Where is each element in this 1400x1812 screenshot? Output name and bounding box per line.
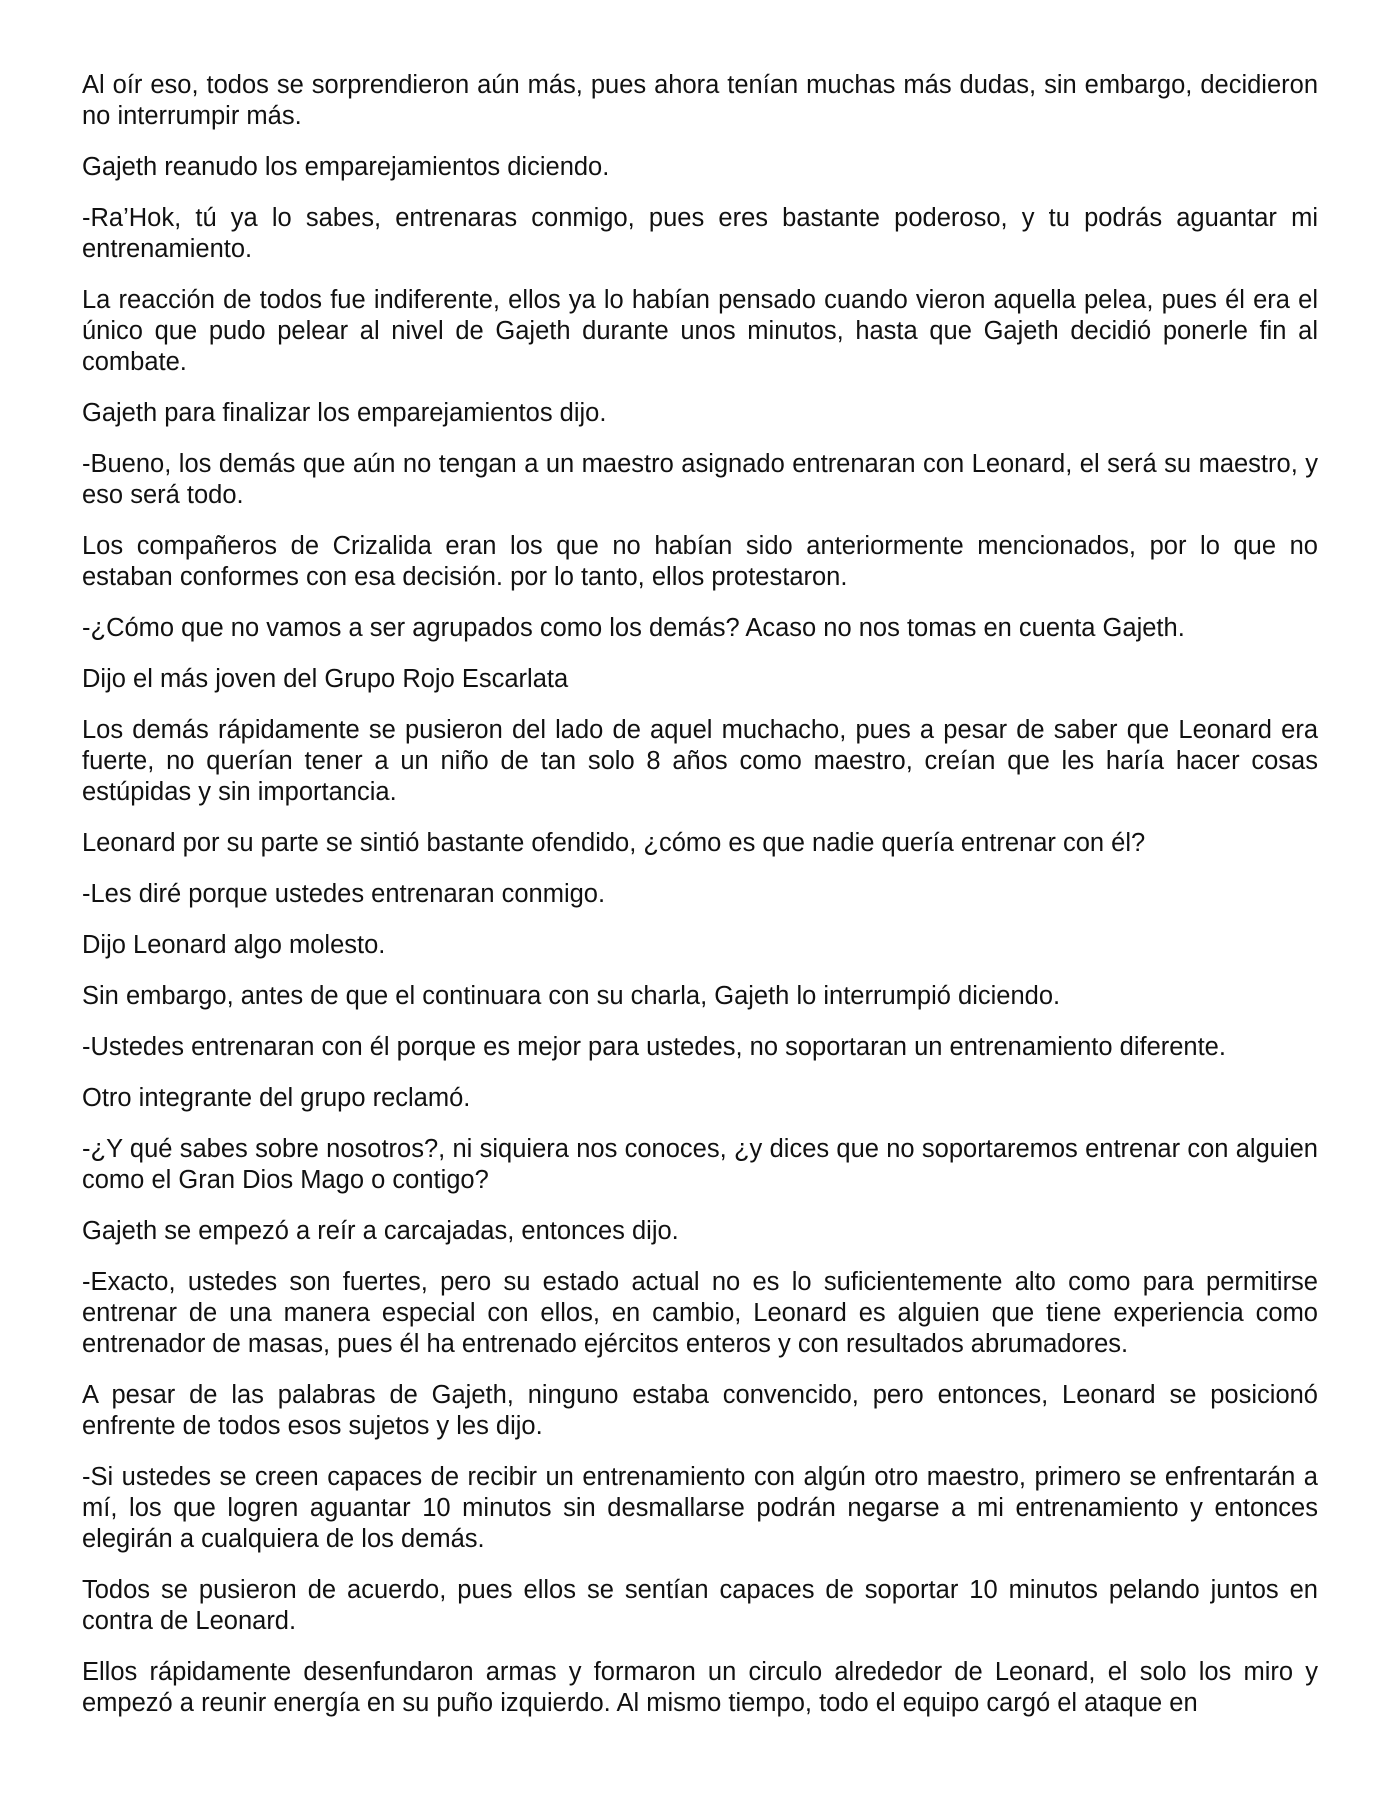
paragraph: Los demás rápidamente se pusieron del lado de aquel muchacho, pues a pesar de saber que Leonard era fuerte, no querían tener a un niño de tan solo 8 años como maestro, creían que les haría hacer cosas estúpidas y sin importancia. [82,716,1318,806]
paragraph: Gajeth para finalizar los emparejamientos dijo. [82,399,607,427]
paragraph: Ellos rápidamente desenfundaron armas y formaron un circulo alrededor de Leonard, el solo los miro y empezó a reunir energía en su puño izquierdo. Al mismo tiempo, todo el equipo cargó el ataque en [82,1658,1318,1717]
paragraph: A pesar de las palabras de Gajeth, ninguno estaba convencido, pero entonces, Leonard se posicionó enfrente de todos esos sujetos y les dijo. [82,1381,1318,1440]
paragraph: -Ra’Hok, tú ya lo sabes, entrenaras conmigo, pues eres bastante poderoso, y tu podrás aguantar mi entrenamiento. [82,204,1318,263]
paragraph: -¿Y qué sabes sobre nosotros?, ni siquiera nos conoces, ¿y dices que no soportaremos entrenar con alguien como el Gran Dios Mago o contigo? [82,1135,1318,1194]
paragraph: -Exacto, ustedes son fuertes, pero su estado actual no es lo suficientemente alto como para permitirse entrenar de una manera especial con ellos, en cambio, Leonard es alguien que tiene experiencia como entrenador de masas, pues él ha entrenado ejércitos enteros y con resultados abrumadores. [82,1268,1318,1358]
paragraph: Leonard por su parte se sintió bastante ofendido, ¿cómo es que nadie quería entrenar con él? [82,829,1146,857]
paragraph: La reacción de todos fue indiferente, ellos ya lo habían pensado cuando vieron aquella pelea, pues él era el único que pudo pelear al nivel de Gajeth durante unos minutos, hasta que Gajeth decidió ponerle fin al combate. [82,286,1318,376]
paragraph: -Ustedes entrenaran con él porque es mejor para ustedes, no soportaran un entrenamiento diferente. [82,1033,1226,1061]
paragraph: Gajeth se empezó a reír a carcajadas, entonces dijo. [82,1217,679,1245]
paragraph: Sin embargo, antes de que el continuara con su charla, Gajeth lo interrumpió diciendo. [82,982,1061,1010]
paragraph: Dijo Leonard algo molesto. [82,931,386,959]
paragraph: Los compañeros de Crizalida eran los que no habían sido anteriormente mencionados, por lo que no estaban conformes con esa decisión. por lo tanto, ellos protestaron. [82,532,1318,591]
paragraph: Todos se pusieron de acuerdo, pues ellos se sentían capaces de soportar 10 minutos pelando juntos en contra de Leonard. [82,1576,1318,1635]
paragraph: Dijo el más joven del Grupo Rojo Escarlata [82,665,569,693]
paragraph: Otro integrante del grupo reclamó. [82,1084,471,1112]
paragraph: -Si ustedes se creen capaces de recibir un entrenamiento con algún otro maestro, primero se enfrentarán a mí, los que logren aguantar 10 minutos sin desmallarse podrán negarse a mi entrenamiento y entonces elegirán a cualquiera de los demás. [82,1463,1318,1553]
paragraph: -Les diré porque ustedes entrenaran conmigo. [82,880,606,908]
paragraph: -¿Cómo que no vamos a ser agrupados como los demás? Acaso no nos tomas en cuenta Gajeth. [82,614,1185,642]
paragraph: Gajeth reanudo los emparejamientos diciendo. [82,153,610,181]
paragraph: Al oír eso, todos se sorprendieron aún más, pues ahora tenían muchas más dudas, sin embargo, decidieron no interrumpir más. [82,71,1318,130]
document-page [82,70,1318,1719]
paragraph: -Bueno, los demás que aún no tengan a un maestro asignado entrenaran con Leonard, el será su maestro, y eso será todo. [82,450,1318,509]
